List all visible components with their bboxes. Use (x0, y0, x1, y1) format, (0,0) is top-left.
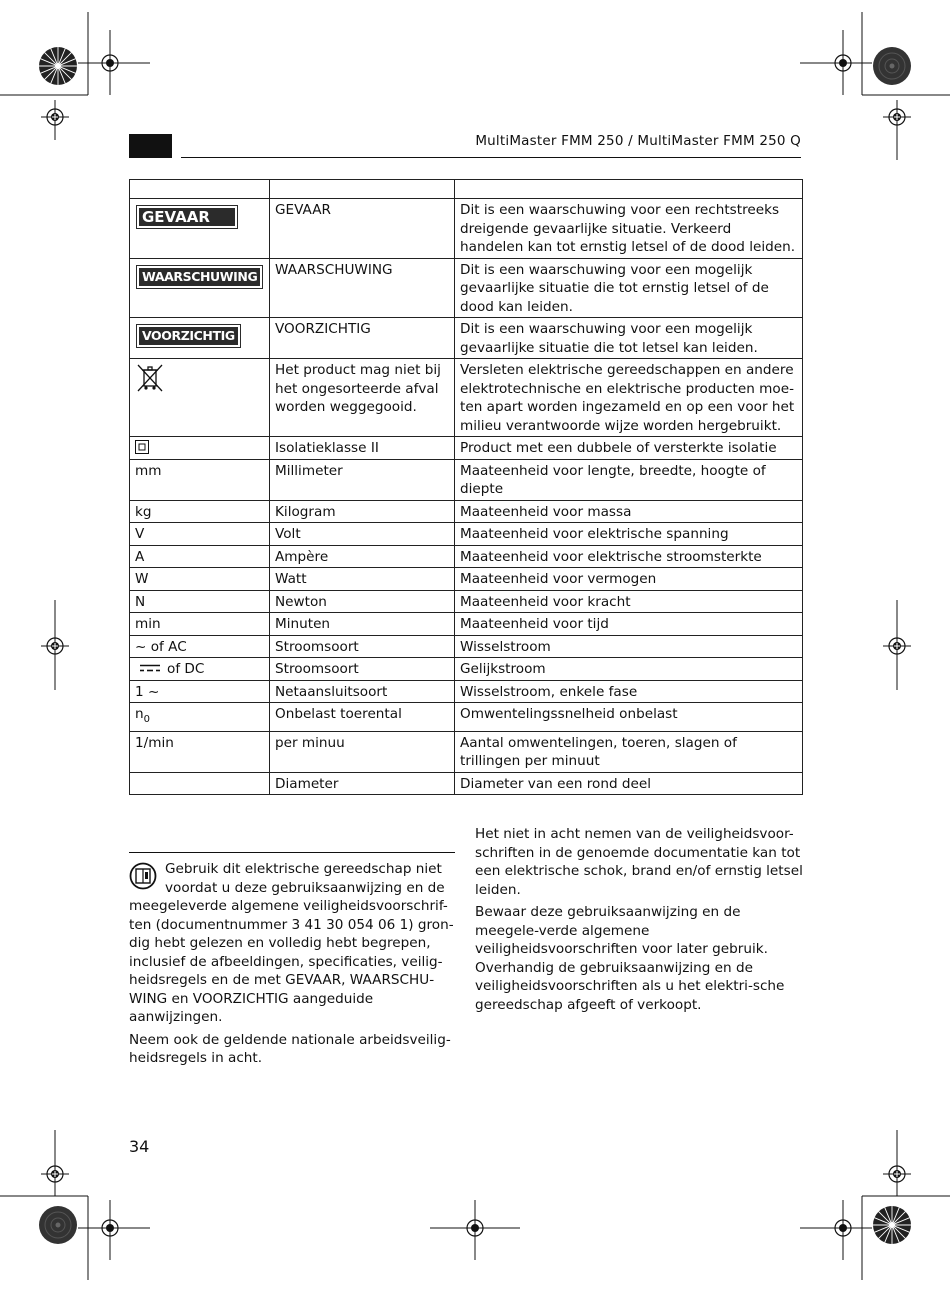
symbols-table (129, 179, 803, 795)
meaning-cell: Maateenheid voor tijd (455, 613, 803, 636)
table-row (130, 459, 803, 500)
consequences-paragraph: Het niet in acht nemen van de veiligheidsvoor-schriften in de genoemde documentatie kan tot een elektrische schok, brand en/of ernstig letsel leiden. (475, 826, 803, 898)
name-cell: Het product mag niet bij het ongesorteerde afval worden weggegooid. (270, 359, 455, 437)
national-rules-paragraph: Neem ook de geldende nationale arbeidsveilig-heidsregels in acht. (129, 1031, 451, 1066)
table-row (130, 703, 803, 732)
symbol-cell: mm (130, 459, 270, 500)
meaning-cell: Wisselstroom, enkele fase (455, 680, 803, 703)
table-row (130, 199, 803, 259)
symbol-cell (130, 359, 270, 437)
table-row (130, 731, 803, 772)
name-cell: Newton (270, 590, 455, 613)
symbol-cell: kg (130, 500, 270, 523)
symbol-cell (130, 318, 270, 359)
double-insulation-icon (135, 440, 149, 454)
meaning-cell: Diameter van een rond deel (455, 772, 803, 795)
table-header-row (130, 180, 803, 199)
name-cell: Ampère (270, 545, 455, 568)
symbol-cell (130, 703, 270, 732)
name-cell: Minuten (270, 613, 455, 636)
dc-label: of DC (167, 661, 205, 677)
table-row (130, 437, 803, 460)
page-number: 34 (129, 1137, 150, 1156)
table-row (130, 772, 803, 795)
name-cell: Watt (270, 568, 455, 591)
meaning-cell: Gelijkstroom (455, 658, 803, 681)
meaning-cell: Dit is een waarschuwing voor een mogelijk gevaarlijke situatie die tot letsel kan leiden. (455, 318, 803, 359)
meaning-cell: Dit is een waarschuwing voor een rechtstreeks dreigende gevaarlijke situatie. Verkeerd handelen kan tot ernstig letsel of de dood leiden. (455, 199, 803, 259)
caution-badge: VOORZICHTIG (137, 325, 240, 347)
meaning-cell: Product met een dubbele of versterkte isolatie (455, 437, 803, 460)
table-row (130, 590, 803, 613)
table-row (130, 359, 803, 437)
symbol-cell: V (130, 523, 270, 546)
symbol-cell (130, 772, 270, 795)
meaning-cell: Maateenheid voor kracht (455, 590, 803, 613)
name-cell: Kilogram (270, 500, 455, 523)
warning-badge: WAARSCHUWING (137, 266, 262, 288)
table-row (130, 318, 803, 359)
name-cell: GEVAAR (270, 199, 455, 259)
crossed-bin-icon (135, 363, 165, 395)
name-cell: Stroomsoort (270, 658, 455, 681)
read-manual-text: Gebruik dit elektrische gereedschap niet voordat u deze gebruiksaanwijzing en de meegeleverde algemene veiligheidsvoorschrif-ten (documentnummer 3 41 30 054 06 1) gron-dig hebt gelezen en volledig hebt begrepen, inclusief de afbeeldingen, specificaties, veilig-heidsregels en de met GEVAAR, WAARSCHU-WING en VOORZICHTIG aangeduide aanwijzingen. (129, 861, 454, 1025)
symbol-cell: A (130, 545, 270, 568)
table-row (130, 635, 803, 658)
no-load-speed-symbol: n (135, 706, 144, 722)
name-cell: Diameter (270, 772, 455, 795)
read-manual-icon (129, 862, 159, 890)
right-column (475, 825, 803, 1018)
header-rule (181, 157, 801, 158)
keep-manual-paragraph: Bewaar deze gebruiksaanwijzing en de meegele-verde algemene veiligheidsvoorschriften voor later gebruik. Overhandig de gebruiksaanwijzing en de veiligheidsvoorschriften als u het elektri-sche gereedschap afgeeft of verkoopt. (475, 904, 785, 1013)
meaning-cell: Maateenheid voor elektrische stroomsterkte (455, 545, 803, 568)
table-row (130, 523, 803, 546)
table-row (130, 680, 803, 703)
language-tab-marker (129, 134, 172, 158)
symbol-cell: W (130, 568, 270, 591)
table-row (130, 658, 803, 681)
no-load-speed-subscript: 0 (143, 714, 150, 725)
name-cell: VOORZICHTIG (270, 318, 455, 359)
meaning-cell: Maateenheid voor elektrische spanning (455, 523, 803, 546)
table-row (130, 258, 803, 318)
meaning-cell: Versleten elektrische gereedschappen en andere elektrotechnische en elektrische producten moe-ten apart worden ingezameld en op een voor het milieu verantwoorde wijze worden hergebruikt. (455, 359, 803, 437)
symbol-cell (130, 258, 270, 318)
symbol-cell: 1 ~ (130, 680, 270, 703)
meaning-cell: Wisselstroom (455, 635, 803, 658)
name-cell: Volt (270, 523, 455, 546)
danger-badge: GEVAAR (137, 206, 237, 228)
direct-current-icon (139, 663, 161, 673)
name-cell: per minuu (270, 731, 455, 772)
symbol-cell: N (130, 590, 270, 613)
symbol-cell (130, 437, 270, 460)
section-rule (129, 852, 455, 853)
header-title: MultiMaster FMM 250 / MultiMaster FMM 250 Q (475, 133, 801, 149)
name-cell: Netaansluitsoort (270, 680, 455, 703)
meaning-cell: Maateenheid voor massa (455, 500, 803, 523)
table-row (130, 500, 803, 523)
table-row (130, 545, 803, 568)
name-cell: WAARSCHUWING (270, 258, 455, 318)
symbol-cell (130, 199, 270, 259)
meaning-cell: Aantal omwentelingen, toeren, slagen of trillingen per minuut (455, 731, 803, 772)
symbol-cell: ~ of AC (130, 635, 270, 658)
left-column (129, 860, 455, 1072)
read-manual-paragraph (129, 860, 455, 1027)
name-cell: Onbelast toerental (270, 703, 455, 732)
symbol-cell (130, 658, 270, 681)
meaning-cell: Maateenheid voor lengte, breedte, hoogte of diepte (455, 459, 803, 500)
meaning-cell: Dit is een waarschuwing voor een mogelijk gevaarlijke situatie die tot ernstig letsel of de dood kan leiden. (455, 258, 803, 318)
name-cell: Isolatieklasse II (270, 437, 455, 460)
meaning-cell: Omwentelingssnelheid onbelast (455, 703, 803, 732)
symbol-cell: 1/min (130, 731, 270, 772)
symbol-cell: min (130, 613, 270, 636)
table-row (130, 613, 803, 636)
table-row (130, 568, 803, 591)
name-cell: Stroomsoort (270, 635, 455, 658)
name-cell: Millimeter (270, 459, 455, 500)
meaning-cell: Maateenheid voor vermogen (455, 568, 803, 591)
